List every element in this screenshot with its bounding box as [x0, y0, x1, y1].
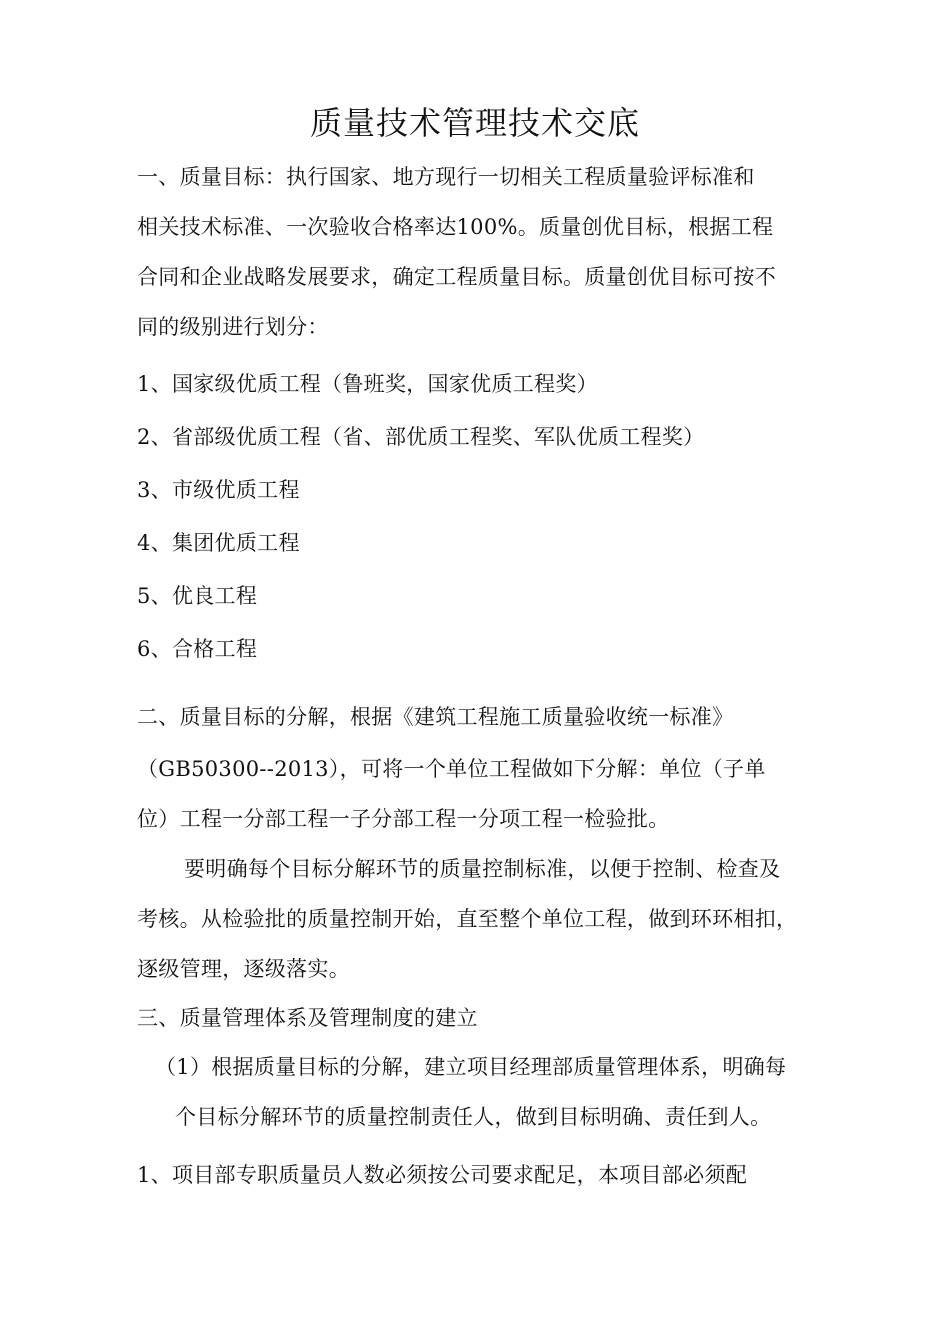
list-item: 1、国家级优质工程（鲁班奖，国家优质工程奖） — [137, 372, 598, 396]
section3-sub-line-1: （1）根据质量目标的分解，建立项目经理部质量管理体系，明确每 — [155, 1055, 787, 1079]
list-item: 3、市级优质工程 — [137, 478, 300, 502]
section2-paragraph-line-2: 考核。从检验批的质量控制开始，直至整个单位工程，做到环环相扣， — [137, 907, 798, 931]
section1-line-3: 合同和企业战略发展要求，确定工程质量目标。质量创优目标可按不 — [137, 265, 776, 289]
section3-sub-line-2: 个目标分解环节的质量控制责任人，做到目标明确、责任到人。 — [175, 1105, 772, 1129]
section1-line-1: 一、质量目标：执行国家、地方现行一切相关工程质量验评标准和 — [137, 165, 755, 189]
section3-heading: 三、质量管理体系及管理制度的建立 — [137, 1006, 478, 1030]
list-item: 5、优良工程 — [137, 584, 258, 608]
list-item: 4、集团优质工程 — [137, 531, 300, 555]
section3-item-1: 1、项目部专职质量员人数必须按公司要求配足，本项目部必须配 — [137, 1163, 748, 1187]
section2-paragraph-line-3: 逐级管理，逐级落实。 — [137, 957, 350, 981]
section1-line-4: 同的级别进行划分： — [137, 315, 329, 339]
section1-line-2: 相关技术标准、一次验收合格率达100%。质量创优目标，根据工程 — [137, 215, 774, 239]
section2-line-2: （GB50300--2013），可将一个单位工程做如下分解：单位（子单 — [137, 757, 766, 781]
document-title: 质量技术管理技术交底 — [309, 104, 640, 142]
list-item: 6、合格工程 — [137, 637, 258, 661]
list-item: 2、省部级优质工程（省、部优质工程奖、军队优质工程奖） — [137, 425, 705, 449]
section2-line-3: 位）工程一分部工程一子分部工程一分项工程一检验批。 — [137, 807, 670, 831]
section2-paragraph-line-1: 要明确每个目标分解环节的质量控制标准，以便于控制、检查及 — [184, 857, 781, 881]
section2-line-1: 二、质量目标的分解，根据《建筑工程施工质量验收统一标准》 — [137, 705, 734, 729]
